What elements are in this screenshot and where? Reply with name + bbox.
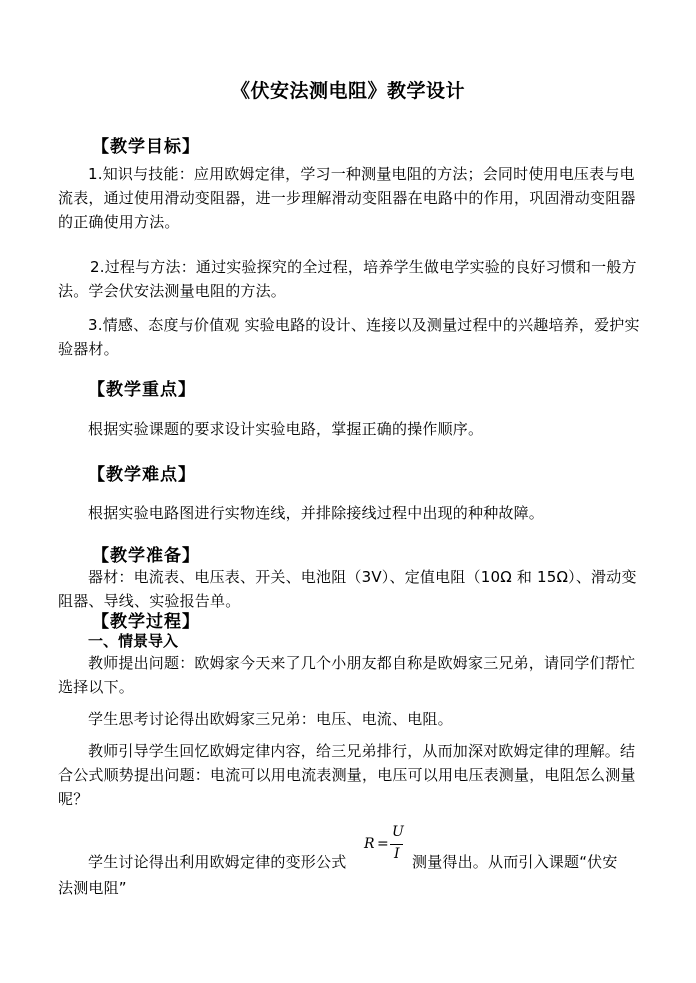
heading-objectives: 【教学目标】 xyxy=(92,137,200,157)
process-subheading: 一、情景导入 xyxy=(88,632,179,650)
ohm-formula xyxy=(364,826,410,862)
process-paragraph-4-part-1: 学生讨论得出利用欧姆定律的变形公式 xyxy=(88,853,347,871)
formula-voltage: U xyxy=(392,824,404,840)
heading-process: 【教学过程】 xyxy=(92,612,200,632)
process-paragraph-1: 教师提出问题：欧姆家今天来了几个小朋友都自称是欧姆家三兄弟，请同学们帮忙选择以下。 xyxy=(58,654,636,696)
heading-preparation: 【教学准备】 xyxy=(92,546,200,566)
heading-difficulties: 【教学难点】 xyxy=(88,465,196,485)
document-title: 《伏安法测电阻》教学设计 xyxy=(230,80,465,102)
formula-current: I xyxy=(394,846,400,862)
formula-equals: = xyxy=(377,836,389,852)
formula-fraction-bar xyxy=(390,844,403,845)
objective-process-paragraph: 2.过程与方法：通过实验探究的全过程，培养学生做电学实验的良好习惯和一般方法。学会伏安法测量电阻的方法。 xyxy=(58,258,637,300)
preparation-paragraph: 器材：电流表、电压表、开关、电池阻（3V）、定值电阻（10Ω 和 15Ω）、滑动变阻器、导线、实验报告单。 xyxy=(58,568,637,610)
process-paragraph-2: 学生思考讨论得出欧姆家三兄弟：电压、电流、电阻。 xyxy=(88,710,453,728)
difficulties-paragraph: 根据实验电路图进行实物连线，并排除接线过程中出现的种种故障。 xyxy=(88,504,545,522)
keypoints-paragraph: 根据实验课题的要求设计实验电路，掌握正确的操作顺序。 xyxy=(88,420,484,438)
heading-keypoints: 【教学重点】 xyxy=(88,380,196,400)
formula-resistance: R xyxy=(364,836,375,852)
process-paragraph-3: 教师引导学生回忆欧姆定律内容，给三兄弟排行，从而加深对欧姆定律的理解。结合公式顺势提出问题：电流可以用电流表测量，电压可以用电压表测量，电阻怎么测量呢？ xyxy=(58,742,636,808)
process-paragraph-4-part-2: 测量得出。从而引入课题“伏安 xyxy=(412,853,618,871)
objective-knowledge-paragraph: 1.知识与技能：应用欧姆定律，学习一种测量电阻的方法；会同时使用电压表与电流表，通过使用滑动变阻器，进一步理解滑动变阻器在电路中的作用，巩固滑动变阻器的正确使用方法。 xyxy=(58,165,636,231)
objective-attitude-paragraph: 3.情感、态度与价值观 实验电路的设计、连接以及测量过程中的兴趣培养，爱护实验器材。 xyxy=(58,316,640,358)
process-paragraph-4-part-3: 法测电阻” xyxy=(58,879,127,897)
